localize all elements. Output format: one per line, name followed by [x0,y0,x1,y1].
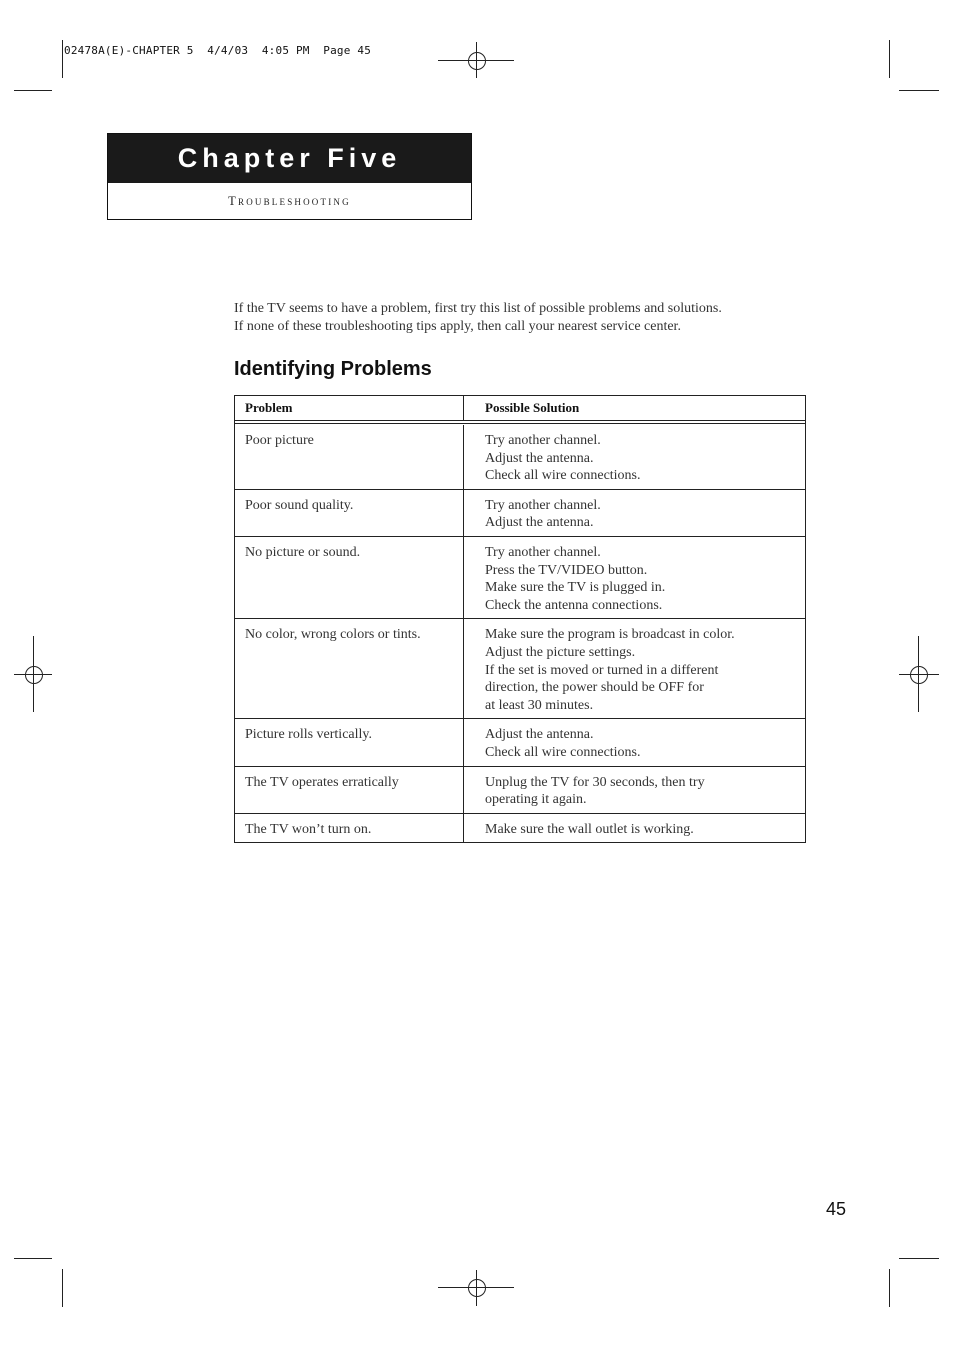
solution-cell [464,537,805,618]
chapter-title: Chapter Five [108,134,471,183]
intro-line: If none of these troubleshooting tips apply, then call your nearest service center. [234,319,681,334]
intro-paragraph [234,300,814,336]
header-solution: Possible Solution [485,400,580,415]
solution-line: Make sure the wall outlet is working. [485,821,694,837]
solution-cell [464,619,805,718]
table-row [235,618,805,718]
chapter-subtitle: Troubleshooting [228,194,351,208]
solution-line: Adjust the antenna. [485,450,594,466]
table-row [235,718,805,765]
table-row [235,813,805,843]
crop-mark [62,1269,63,1307]
chapter-header [107,133,472,220]
header-problem: Problem [235,396,464,420]
solution-line: Adjust the antenna. [485,515,594,531]
solution-line: at least 30 minutes. [485,697,594,713]
problem-cell: Poor picture [235,425,464,489]
solution-line: Try another channel. [485,544,601,560]
crop-mark [889,40,890,78]
crop-mark [899,1258,939,1259]
problem-cell: No color, wrong colors or tints. [235,619,464,718]
intro-line: If the TV seems to have a problem, first try this list of possible problems and solutions. [234,301,722,316]
crop-mark [899,90,939,91]
section-title: Identifying Problems [234,358,432,380]
solution-line: Check all wire connections. [485,468,641,484]
problem-cell: No picture or sound. [235,537,464,618]
problem-cell: Picture rolls vertically. [235,719,464,765]
solution-line: Check all wire connections. [485,744,641,760]
solution-line: Adjust the picture settings. [485,644,636,660]
solution-cell [464,767,805,813]
table-row [235,766,805,813]
print-slug: 02478A(E)-CHAPTER 5 4/4/03 4:05 PM Page 45 [64,44,372,57]
solution-cell [464,490,805,536]
table-body [235,425,805,842]
crop-mark [14,1258,52,1259]
solution-line: Unplug the TV for 30 seconds, then try [485,774,705,790]
solution-line: direction, the power should be OFF for [485,680,704,696]
solution-line: Press the TV/VIDEO button. [485,562,648,578]
solution-cell [464,425,805,489]
crop-mark [889,1269,890,1307]
table-header [235,396,805,421]
table-row [235,489,805,536]
problem-cell: The TV won’t turn on. [235,814,464,843]
solution-cell [464,719,805,765]
problem-cell: Poor sound quality. [235,490,464,536]
crop-mark [62,40,63,78]
troubleshooting-table [234,395,806,843]
crop-mark [14,90,52,91]
solution-line: Check the antenna connections. [485,597,663,613]
solution-cell [464,814,805,843]
solution-line: Try another channel. [485,433,601,448]
solution-line: Make sure the TV is plugged in. [485,580,666,596]
solution-line: operating it again. [485,792,587,808]
table-row [235,425,805,489]
solution-line: If the set is moved or turned in a different [485,662,719,678]
page-number: 45 [826,1199,847,1219]
solution-line: Adjust the antenna. [485,727,594,743]
solution-line: Try another channel. [485,497,601,513]
problem-cell: The TV operates erratically [235,767,464,813]
solution-line: Make sure the program is broadcast in color. [485,627,735,643]
table-row [235,536,805,618]
